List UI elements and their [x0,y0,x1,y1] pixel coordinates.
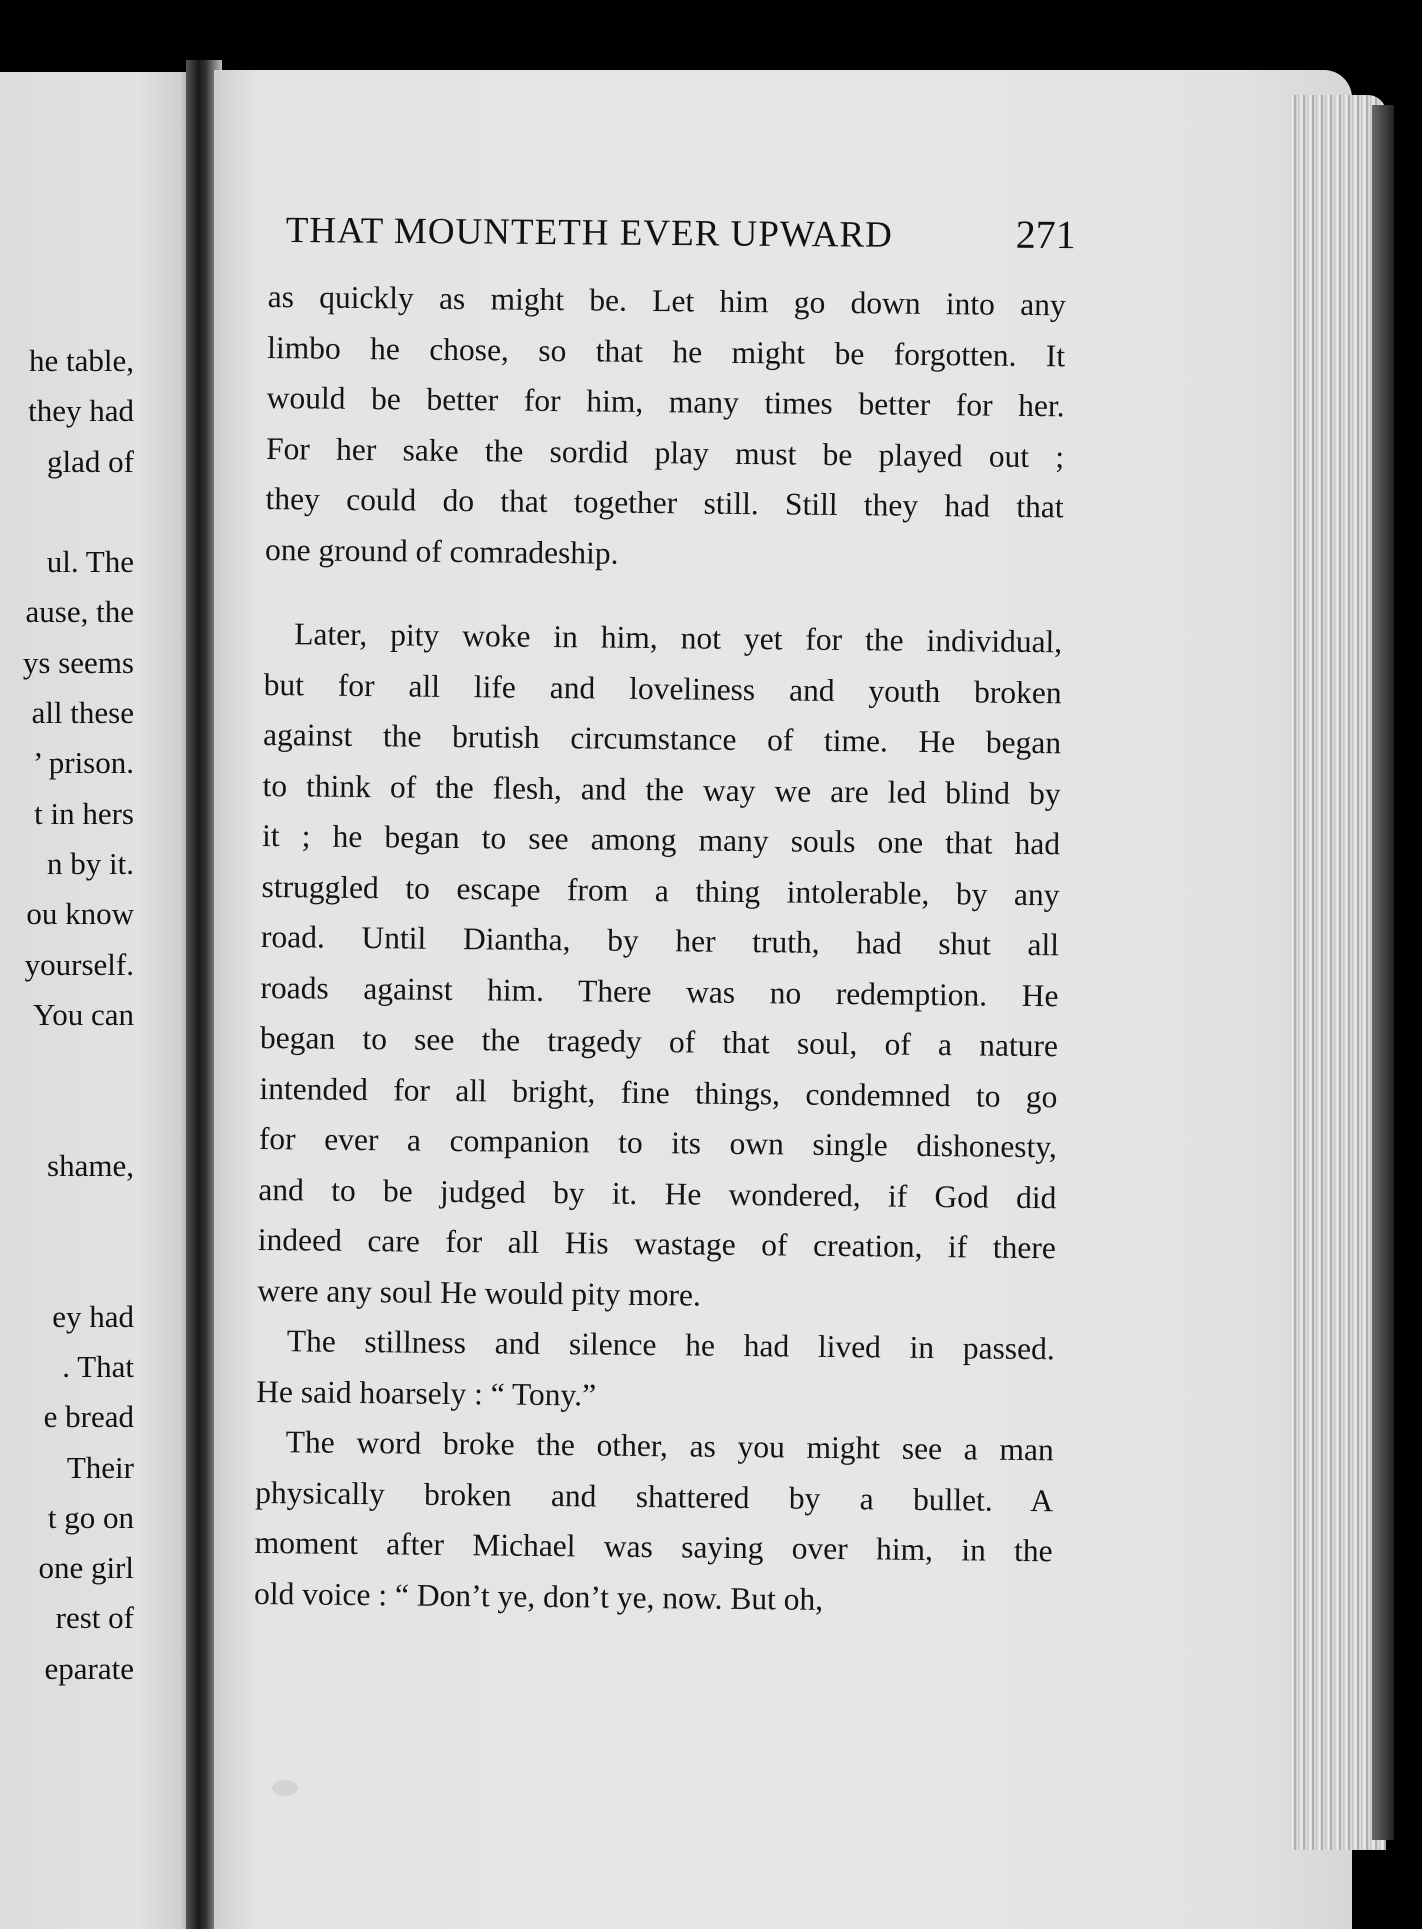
text-line: they could do that together still. Still they had that [265,480,1064,525]
left-page-line [0,1040,134,1090]
left-page-line: ey had [52,1298,134,1334]
text-line: moment after Michael was saying over him, in the [254,1524,1053,1569]
left-page-line: ul. The [46,544,134,580]
left-page-line: n by it. [47,845,134,881]
left-page-line: all these [31,695,134,731]
text-line: struggled to escape from a thing intolerable, by any [261,868,1060,912]
text-line: physically broken and shattered by a bullet. A [255,1474,1054,1518]
text-line: against the brutish circumstance of time. He began [262,716,1062,761]
text-line: but for all life and loveliness and youth broken [263,666,1062,710]
left-page-line: You can [32,996,134,1032]
left-page-line [0,1191,134,1241]
book-edge-shadow [1372,105,1394,1840]
text-line: it ; he began to see among many souls one that had [261,817,1061,862]
left-page-text [0,336,134,1694]
left-page-line: . That [62,1348,134,1384]
text-line: Later, pity woke in him, not yet for the individual, [294,616,1063,660]
left-page-line: ’ prison. [32,745,134,781]
text-line: For her sake the sordid play must be played out ; [265,430,1065,474]
text-line: one ground of comradeship. [264,531,619,571]
text-line: for ever a companion to its own single dishonesty, [258,1120,1058,1165]
text-line: roads against him. There was no redemption. He [260,969,1059,1013]
text-line: The word broke the other, as you might see a man [285,1424,1054,1468]
left-page-line: ause, the [25,594,134,630]
running-title: THAT MOUNTETH EVER UPWARD [285,209,893,256]
left-page-line: shame, [47,1147,134,1183]
text-line: to think of the flesh, and the way we are led blind by [262,767,1061,811]
text-line: and to be judged by it. He wondered, if God did [258,1171,1057,1215]
left-page-line: he table, [28,343,134,378]
text-line: He said hoarsely : “ Tony.” [256,1373,597,1412]
text-line: road. Until Diantha, by her truth, had shut all [260,918,1060,963]
left-page-line: rest of [55,1600,134,1636]
body-text [254,272,1066,1627]
left-page-line: e bread [43,1399,134,1435]
text-line: limbo he chose, so that he might be forgotten. It [267,329,1066,373]
left-page-line: ou know [26,896,134,932]
page-header [286,205,1076,258]
left-page-line: t go on [47,1499,134,1535]
left-page-line: ys seems [22,644,134,680]
left-page-line: yourself. [24,946,134,982]
left-page [0,72,196,1929]
text-line: The stillness and silence he had lived in passed. [286,1323,1055,1367]
text-line: were any soul He would pity more. [257,1272,702,1313]
paper-smudge [272,1780,298,1796]
left-page-line [0,1241,134,1291]
left-page-line: t in hers [34,795,134,831]
text-line: would be better for him, many times better for her. [266,379,1065,424]
left-page-line [0,1090,134,1140]
left-page-line: eparate [44,1650,134,1686]
left-page-line: Their [66,1449,134,1485]
text-line: intended for all bright, fine things, condemned to go [259,1070,1058,1114]
left-page-line: they had [28,393,134,429]
left-page-line: one girl [38,1550,134,1586]
text-line: as quickly as might be. Let him go down into any [267,278,1066,323]
left-page-line [0,487,134,537]
text-line: began to see the tragedy of that soul, of a nature [259,1019,1059,1064]
text-line: old voice : “ Don’t ye, don’t ye, now. But oh, [253,1575,824,1617]
left-page-line: glad of [47,443,134,479]
page-number: 271 [1015,211,1076,258]
text-line: indeed care for all His wastage of creation, if there [257,1221,1057,1266]
